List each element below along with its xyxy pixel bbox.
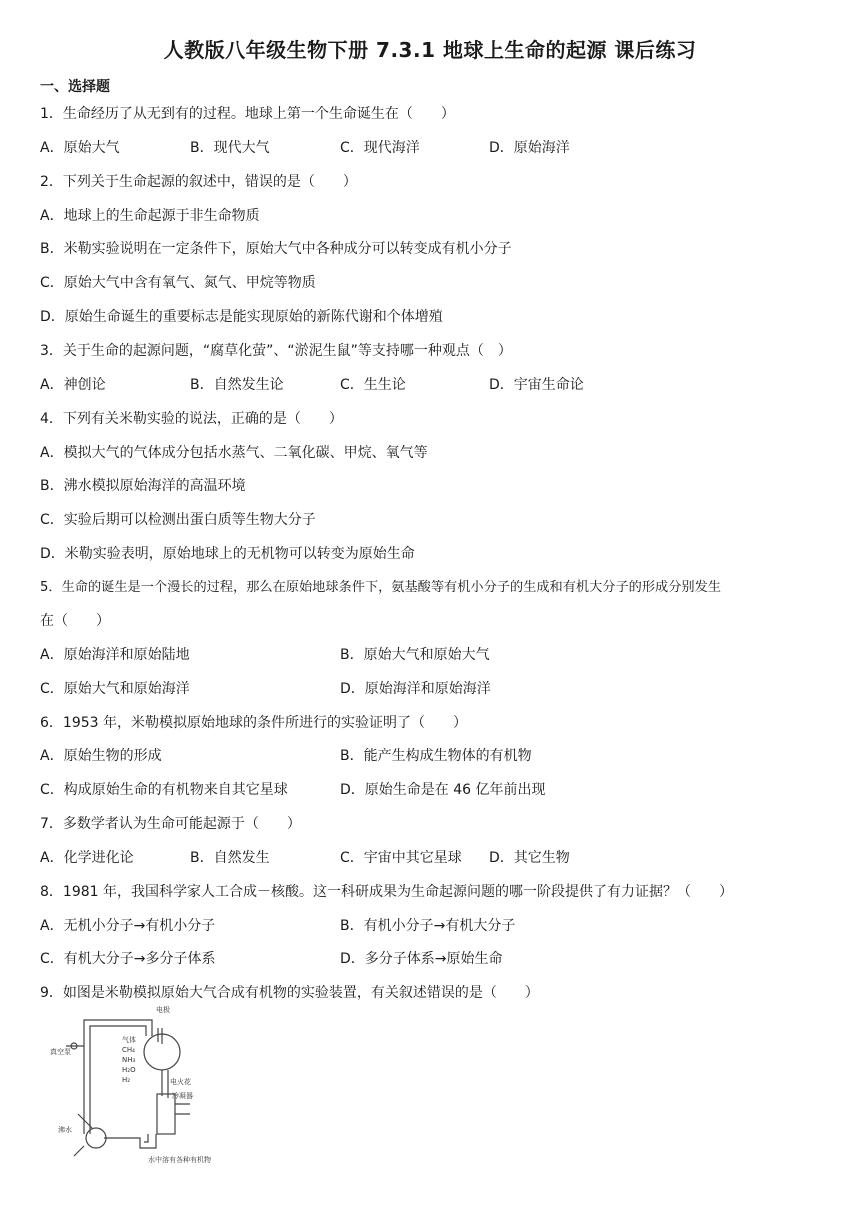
question-3-stem: 3．关于生命的起源问题，“腐草化萤”、“淤泥生鼠”等支持哪一种观点（ ） xyxy=(40,343,512,359)
q2-option-c: C．原始大气中含有氧气、氮气、甲烷等物质 xyxy=(40,275,316,291)
label-gas: 气体 xyxy=(122,1036,136,1044)
q1-option-d: D．原始海洋 xyxy=(489,140,570,156)
q1-option-a: A．原始大气 xyxy=(40,140,120,156)
q3-option-d: D．宇宙生命论 xyxy=(489,377,584,393)
q8-option-d: D．多分子体系→原始生命 xyxy=(340,951,503,967)
q4-option-b: B．沸水模拟原始海洋的高温环境 xyxy=(40,478,246,494)
q7-option-b: B．自然发生 xyxy=(190,850,270,866)
question-1-stem: 1．生命经历了从无到有的过程。地球上第一个生命诞生在（ ） xyxy=(40,106,455,122)
question-7-stem: 7．多数学者认为生命可能起源于（ ） xyxy=(40,816,301,832)
question-2-stem: 2．下列关于生命起源的叙述中，错误的是（ ） xyxy=(40,174,357,190)
label-vacuum-pump: 真空泵 xyxy=(50,1048,71,1056)
q5-option-c: C．原始大气和原始海洋 xyxy=(40,681,190,697)
q7-option-a: A．化学进化论 xyxy=(40,850,134,866)
miller-apparatus-figure xyxy=(44,1006,244,1166)
q5-option-a: A．原始海洋和原始陆地 xyxy=(40,647,190,663)
q3-option-c: C．生生论 xyxy=(340,377,406,393)
q2-option-d: D．原始生命诞生的重要标志是能实现原始的新陈代谢和个体增殖 xyxy=(40,309,443,325)
label-condenser: 冷凝器 xyxy=(172,1092,193,1100)
label-ch4: CH₄ xyxy=(122,1046,135,1054)
label-spark: 电火花 xyxy=(170,1078,191,1086)
q5-option-b: B．原始大气和原始大气 xyxy=(340,647,490,663)
question-5-stem: 5．生命的诞生是一个漫长的过程，那么在原始地球条件下，氨基酸等有机小分子的生成和有机大分子的形成分别发生 xyxy=(40,580,721,595)
q6-option-c: C．构成原始生命的有机物来自其它星球 xyxy=(40,782,288,798)
q6-option-b: B．能产生构成生物体的有机物 xyxy=(340,748,532,764)
q8-option-a: A．无机小分子→有机小分子 xyxy=(40,918,216,934)
question-6-stem: 6．1953 年，米勒模拟原始地球的条件所进行的实验证明了（ ） xyxy=(40,715,467,731)
label-h2o: H₂O xyxy=(122,1066,136,1074)
label-boiling-water: 沸水 xyxy=(58,1126,72,1134)
q3-option-a: A．神创论 xyxy=(40,377,106,393)
q6-option-a: A．原始生物的形成 xyxy=(40,748,162,764)
q2-option-b: B．米勒实验说明在一定条件下，原始大气中各种成分可以转变成有机小分子 xyxy=(40,241,512,257)
q1-option-c: C．现代海洋 xyxy=(340,140,420,156)
question-4-stem: 4．下列有关米勒实验的说法，正确的是（ ） xyxy=(40,411,343,427)
label-h2: H₂ xyxy=(122,1076,131,1084)
q4-option-c: C．实验后期可以检测出蛋白质等生物大分子 xyxy=(40,512,316,528)
page-title: 人教版八年级生物下册 7.3.1 地球上生命的起源 课后练习 xyxy=(163,38,697,62)
q3-option-b: B．自然发生论 xyxy=(190,377,284,393)
question-5-stem-cont: 在（ ） xyxy=(40,613,110,629)
q4-option-a: A．模拟大气的气体成分包括水蒸气、二氧化碳、甲烷、氧气等 xyxy=(40,445,428,461)
section-heading: 一、选择题 xyxy=(40,79,110,95)
miller-apparatus-diagram xyxy=(44,1006,244,1166)
q8-option-c: C．有机大分子→多分子体系 xyxy=(40,951,216,967)
question-8-stem: 8．1981 年，我国科学家人工合成－核酸。这一科研成果为生命起源问题的哪一阶段提供了有力证据？（ ） xyxy=(40,884,733,900)
q5-option-d: D．原始海洋和原始海洋 xyxy=(340,681,491,697)
q8-option-b: B．有机小分子→有机大分子 xyxy=(340,918,516,934)
figure-caption: 水中溶有各种有机物 xyxy=(148,1156,211,1164)
q6-option-d: D．原始生命是在 46 亿年前出现 xyxy=(340,782,546,798)
question-9-stem: 9．如图是米勒模拟原始大气合成有机物的实验装置，有关叙述错误的是（ ） xyxy=(40,985,539,1001)
q7-option-c: C．宇宙中其它星球 xyxy=(340,850,462,866)
q2-option-a: A．地球上的生命起源于非生命物质 xyxy=(40,208,260,224)
q7-option-d: D．其它生物 xyxy=(489,850,570,866)
q1-option-b: B．现代大气 xyxy=(190,140,270,156)
label-electrode: 电极 xyxy=(156,1006,170,1014)
q4-option-d: D．米勒实验表明，原始地球上的无机物可以转变为原始生命 xyxy=(40,546,415,562)
label-nh3: NH₃ xyxy=(122,1056,136,1064)
